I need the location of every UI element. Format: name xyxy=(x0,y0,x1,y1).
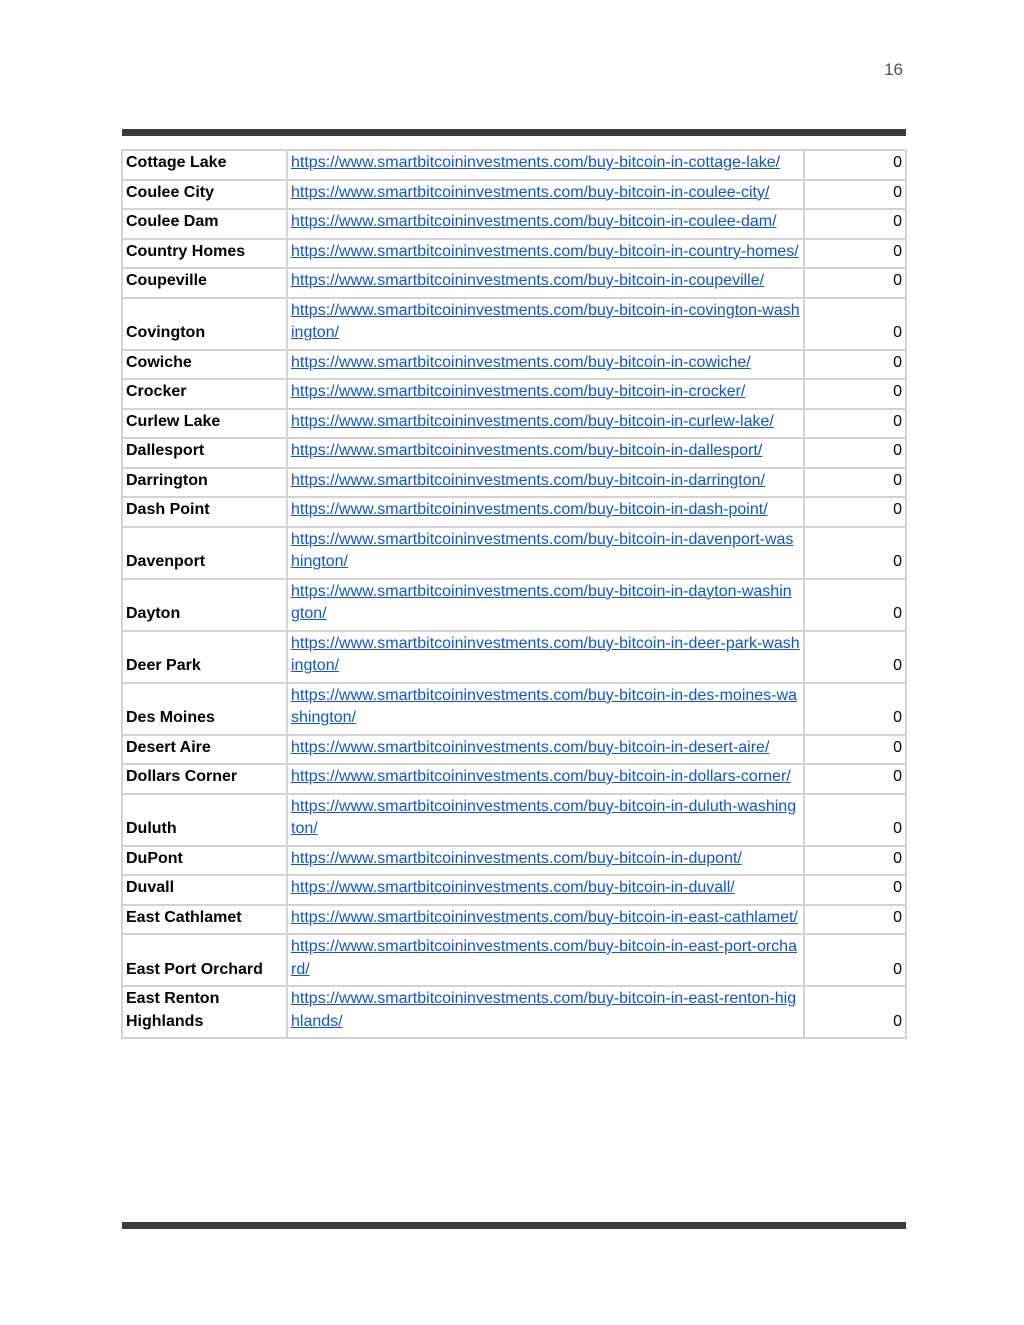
city-link[interactable]: https://www.smartbitcoininvestments.com/buy-bitcoin-in-duluth-washington/ xyxy=(291,797,797,837)
city-link[interactable]: https://www.smartbitcoininvestments.com/buy-bitcoin-in-deer-park-washington/ xyxy=(291,634,800,674)
city-link[interactable]: https://www.smartbitcoininvestments.com/buy-bitcoin-in-crocker/ xyxy=(291,383,746,400)
city-name: Duvall xyxy=(122,875,287,905)
city-link[interactable]: https://www.smartbitcoininvestments.com/buy-bitcoin-in-cowiche/ xyxy=(291,353,751,371)
link-cell xyxy=(287,239,804,269)
city-name: Dayton xyxy=(122,579,287,631)
table-body xyxy=(122,150,906,1038)
link-cell xyxy=(287,986,804,1038)
table-row xyxy=(122,350,906,380)
city-link[interactable]: https://www.smartbitcoininvestments.com/buy-bitcoin-in-dallesport/ xyxy=(291,442,763,459)
link-cell xyxy=(287,409,804,439)
city-name: Deer Park xyxy=(122,631,287,683)
city-link[interactable]: https://www.smartbitcoininvestments.com/buy-bitcoin-in-dupont/ xyxy=(291,849,742,867)
city-name: Country Homes xyxy=(122,239,287,269)
count-value: 0 xyxy=(804,527,906,579)
count-value: 0 xyxy=(804,350,906,380)
table-row xyxy=(122,846,906,876)
city-link[interactable]: https://www.smartbitcoininvestments.com/buy-bitcoin-in-dayton-washington/ xyxy=(291,582,792,622)
link-cell xyxy=(287,209,804,239)
link-cell xyxy=(287,438,804,468)
table-row xyxy=(122,986,906,1038)
city-name: East Cathlamet xyxy=(122,905,287,935)
table-row xyxy=(122,468,906,498)
link-cell xyxy=(287,497,804,527)
table-row xyxy=(122,268,906,298)
city-name: Cottage Lake xyxy=(122,150,287,180)
count-value: 0 xyxy=(804,268,906,298)
count-value: 0 xyxy=(804,735,906,765)
city-link[interactable]: https://www.smartbitcoininvestments.com/buy-bitcoin-in-coupeville/ xyxy=(291,272,765,289)
city-name: Desert Aire xyxy=(122,735,287,765)
city-link[interactable]: https://www.smartbitcoininvestments.com/buy-bitcoin-in-east-cathlamet/ xyxy=(291,908,798,926)
city-link[interactable]: https://www.smartbitcoininvestments.com/buy-bitcoin-in-curlew-lake/ xyxy=(291,412,774,430)
count-value: 0 xyxy=(804,875,906,905)
city-link[interactable]: https://www.smartbitcoininvestments.com/buy-bitcoin-in-desert-aire/ xyxy=(291,738,770,756)
city-name: Duluth xyxy=(122,794,287,846)
page-number: 16 xyxy=(884,60,903,79)
count-value: 0 xyxy=(804,794,906,846)
city-name: Crocker xyxy=(122,379,287,409)
city-name: East Renton Highlands xyxy=(122,986,287,1038)
city-link[interactable]: https://www.smartbitcoininvestments.com/buy-bitcoin-in-coulee-city/ xyxy=(291,183,770,201)
table-row xyxy=(122,764,906,794)
table-row xyxy=(122,298,906,350)
city-link[interactable]: https://www.smartbitcoininvestments.com/buy-bitcoin-in-cottage-lake/ xyxy=(291,154,781,171)
link-cell xyxy=(287,350,804,380)
table-row xyxy=(122,794,906,846)
city-name: Coulee Dam xyxy=(122,209,287,239)
city-name: Curlew Lake xyxy=(122,409,287,439)
city-name: Davenport xyxy=(122,527,287,579)
link-cell xyxy=(287,875,804,905)
city-link[interactable]: https://www.smartbitcoininvestments.com/buy-bitcoin-in-duvall/ xyxy=(291,879,735,896)
count-value: 0 xyxy=(804,209,906,239)
city-link-table xyxy=(121,149,907,1039)
link-cell xyxy=(287,794,804,846)
table-row xyxy=(122,497,906,527)
city-name: Coulee City xyxy=(122,180,287,210)
link-cell xyxy=(287,846,804,876)
city-link[interactable]: https://www.smartbitcoininvestments.com/buy-bitcoin-in-coulee-dam/ xyxy=(291,213,777,230)
top-divider xyxy=(122,129,906,136)
table-row xyxy=(122,905,906,935)
table-row xyxy=(122,875,906,905)
table-row xyxy=(122,409,906,439)
count-value: 0 xyxy=(804,846,906,876)
link-cell xyxy=(287,735,804,765)
city-link[interactable]: https://www.smartbitcoininvestments.com/buy-bitcoin-in-east-renton-highlands/ xyxy=(291,990,797,1030)
city-name: DuPont xyxy=(122,846,287,876)
city-link[interactable]: https://www.smartbitcoininvestments.com/buy-bitcoin-in-east-port-orchard/ xyxy=(291,938,797,978)
link-cell xyxy=(287,180,804,210)
count-value: 0 xyxy=(804,409,906,439)
city-link[interactable]: https://www.smartbitcoininvestments.com/buy-bitcoin-in-des-moines-washington/ xyxy=(291,686,797,726)
city-link[interactable]: https://www.smartbitcoininvestments.com/buy-bitcoin-in-davenport-washington/ xyxy=(291,530,794,570)
link-cell xyxy=(287,631,804,683)
count-value: 0 xyxy=(804,579,906,631)
city-name: East Port Orchard xyxy=(122,934,287,986)
link-cell xyxy=(287,905,804,935)
count-value: 0 xyxy=(804,497,906,527)
link-cell xyxy=(287,468,804,498)
table-row xyxy=(122,934,906,986)
city-name: Dallesport xyxy=(122,438,287,468)
table-row xyxy=(122,683,906,735)
city-link[interactable]: https://www.smartbitcoininvestments.com/buy-bitcoin-in-dash-point/ xyxy=(291,501,768,518)
count-value: 0 xyxy=(804,438,906,468)
table-row xyxy=(122,579,906,631)
link-cell xyxy=(287,764,804,794)
count-value: 0 xyxy=(804,298,906,350)
count-value: 0 xyxy=(804,150,906,180)
link-cell xyxy=(287,268,804,298)
link-cell xyxy=(287,150,804,180)
link-cell xyxy=(287,298,804,350)
table-row xyxy=(122,239,906,269)
link-cell xyxy=(287,683,804,735)
city-name: Dollars Corner xyxy=(122,764,287,794)
link-cell xyxy=(287,934,804,986)
count-value: 0 xyxy=(804,379,906,409)
table-row xyxy=(122,180,906,210)
count-value: 0 xyxy=(804,180,906,210)
link-cell xyxy=(287,579,804,631)
city-name: Darrington xyxy=(122,468,287,498)
count-value: 0 xyxy=(804,631,906,683)
city-name: Des Moines xyxy=(122,683,287,735)
city-name: Dash Point xyxy=(122,497,287,527)
table-row xyxy=(122,631,906,683)
table-row xyxy=(122,209,906,239)
count-value: 0 xyxy=(804,986,906,1038)
city-name: Coupeville xyxy=(122,268,287,298)
table-row xyxy=(122,150,906,180)
count-value: 0 xyxy=(804,934,906,986)
link-cell xyxy=(287,527,804,579)
city-link[interactable]: https://www.smartbitcoininvestments.com/buy-bitcoin-in-dollars-corner/ xyxy=(291,768,791,785)
count-value: 0 xyxy=(804,239,906,269)
city-link[interactable]: https://www.smartbitcoininvestments.com/buy-bitcoin-in-covington-washington/ xyxy=(291,301,800,341)
link-cell xyxy=(287,379,804,409)
table-row xyxy=(122,527,906,579)
count-value: 0 xyxy=(804,683,906,735)
count-value: 0 xyxy=(804,468,906,498)
table-row xyxy=(122,735,906,765)
count-value: 0 xyxy=(804,764,906,794)
city-link[interactable]: https://www.smartbitcoininvestments.com/buy-bitcoin-in-darrington/ xyxy=(291,471,765,489)
table-row xyxy=(122,379,906,409)
city-name: Covington xyxy=(122,298,287,350)
city-link[interactable]: https://www.smartbitcoininvestments.com/buy-bitcoin-in-country-homes/ xyxy=(291,242,799,260)
table-row xyxy=(122,438,906,468)
count-value: 0 xyxy=(804,905,906,935)
bottom-divider xyxy=(122,1222,906,1229)
city-name: Cowiche xyxy=(122,350,287,380)
